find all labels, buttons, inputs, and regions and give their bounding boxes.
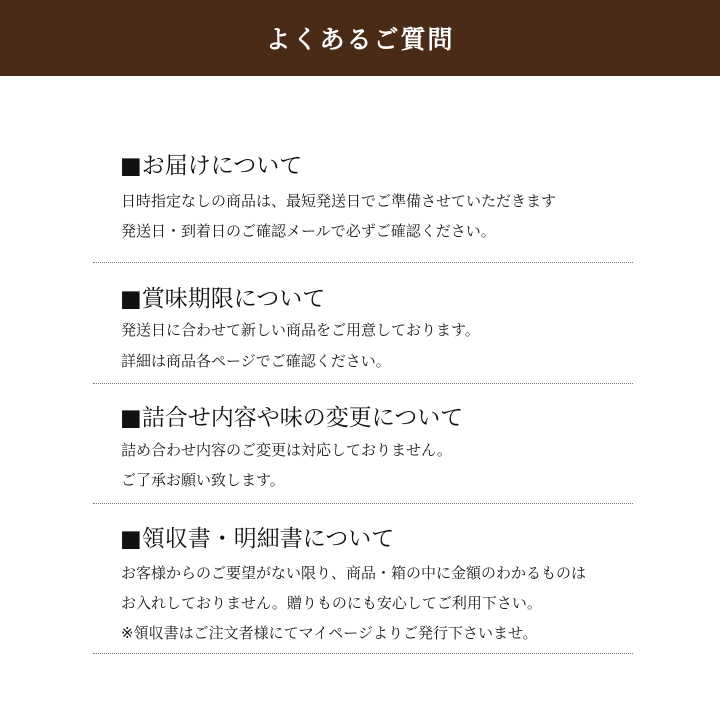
- faq-text-expiry-2: 詳細は商品各ページでご確認ください。: [121, 352, 391, 370]
- faq-text-receipt-2: お入れしておりません。贈りものにも安心してご利用下さい。: [121, 594, 542, 612]
- faq-text-delivery-2: 発送日・到着日のご確認メールで必ずご確認ください。: [121, 222, 496, 240]
- faq-text-contents-2: ご了承お願い致します。: [121, 471, 285, 489]
- page-title: よくあるご質問: [265, 25, 455, 54]
- faq-text-contents-1: 詰め合わせ内容のご変更は対応しておりません。: [121, 441, 452, 459]
- faq-heading-contents: ■詰合せ内容や味の変更について: [120, 405, 464, 431]
- faq-heading-receipt: ■領収書・明細書について: [120, 526, 395, 552]
- section-divider: [93, 383, 633, 384]
- section-divider: [93, 262, 633, 263]
- faq-heading-delivery: ■お届けについて: [120, 153, 303, 179]
- section-divider: [93, 503, 633, 504]
- faq-text-delivery-1: 日時指定なしの商品は、最短発送日でご準備させていただきます: [121, 192, 557, 210]
- section-divider: [93, 653, 633, 654]
- faq-text-receipt-1: お客様からのご要望がない限り、商品・箱の中に金額のわかるものは: [121, 564, 587, 582]
- faq-text-expiry-1: 発送日に合わせて新しい商品をご用意しております。: [121, 321, 480, 339]
- faq-heading-expiry: ■賞味期限について: [120, 286, 326, 312]
- page-header: [0, 0, 720, 76]
- faq-text-receipt-3: ※領収書はご注文者様にてマイページよりご発行下さいませ。: [121, 624, 538, 642]
